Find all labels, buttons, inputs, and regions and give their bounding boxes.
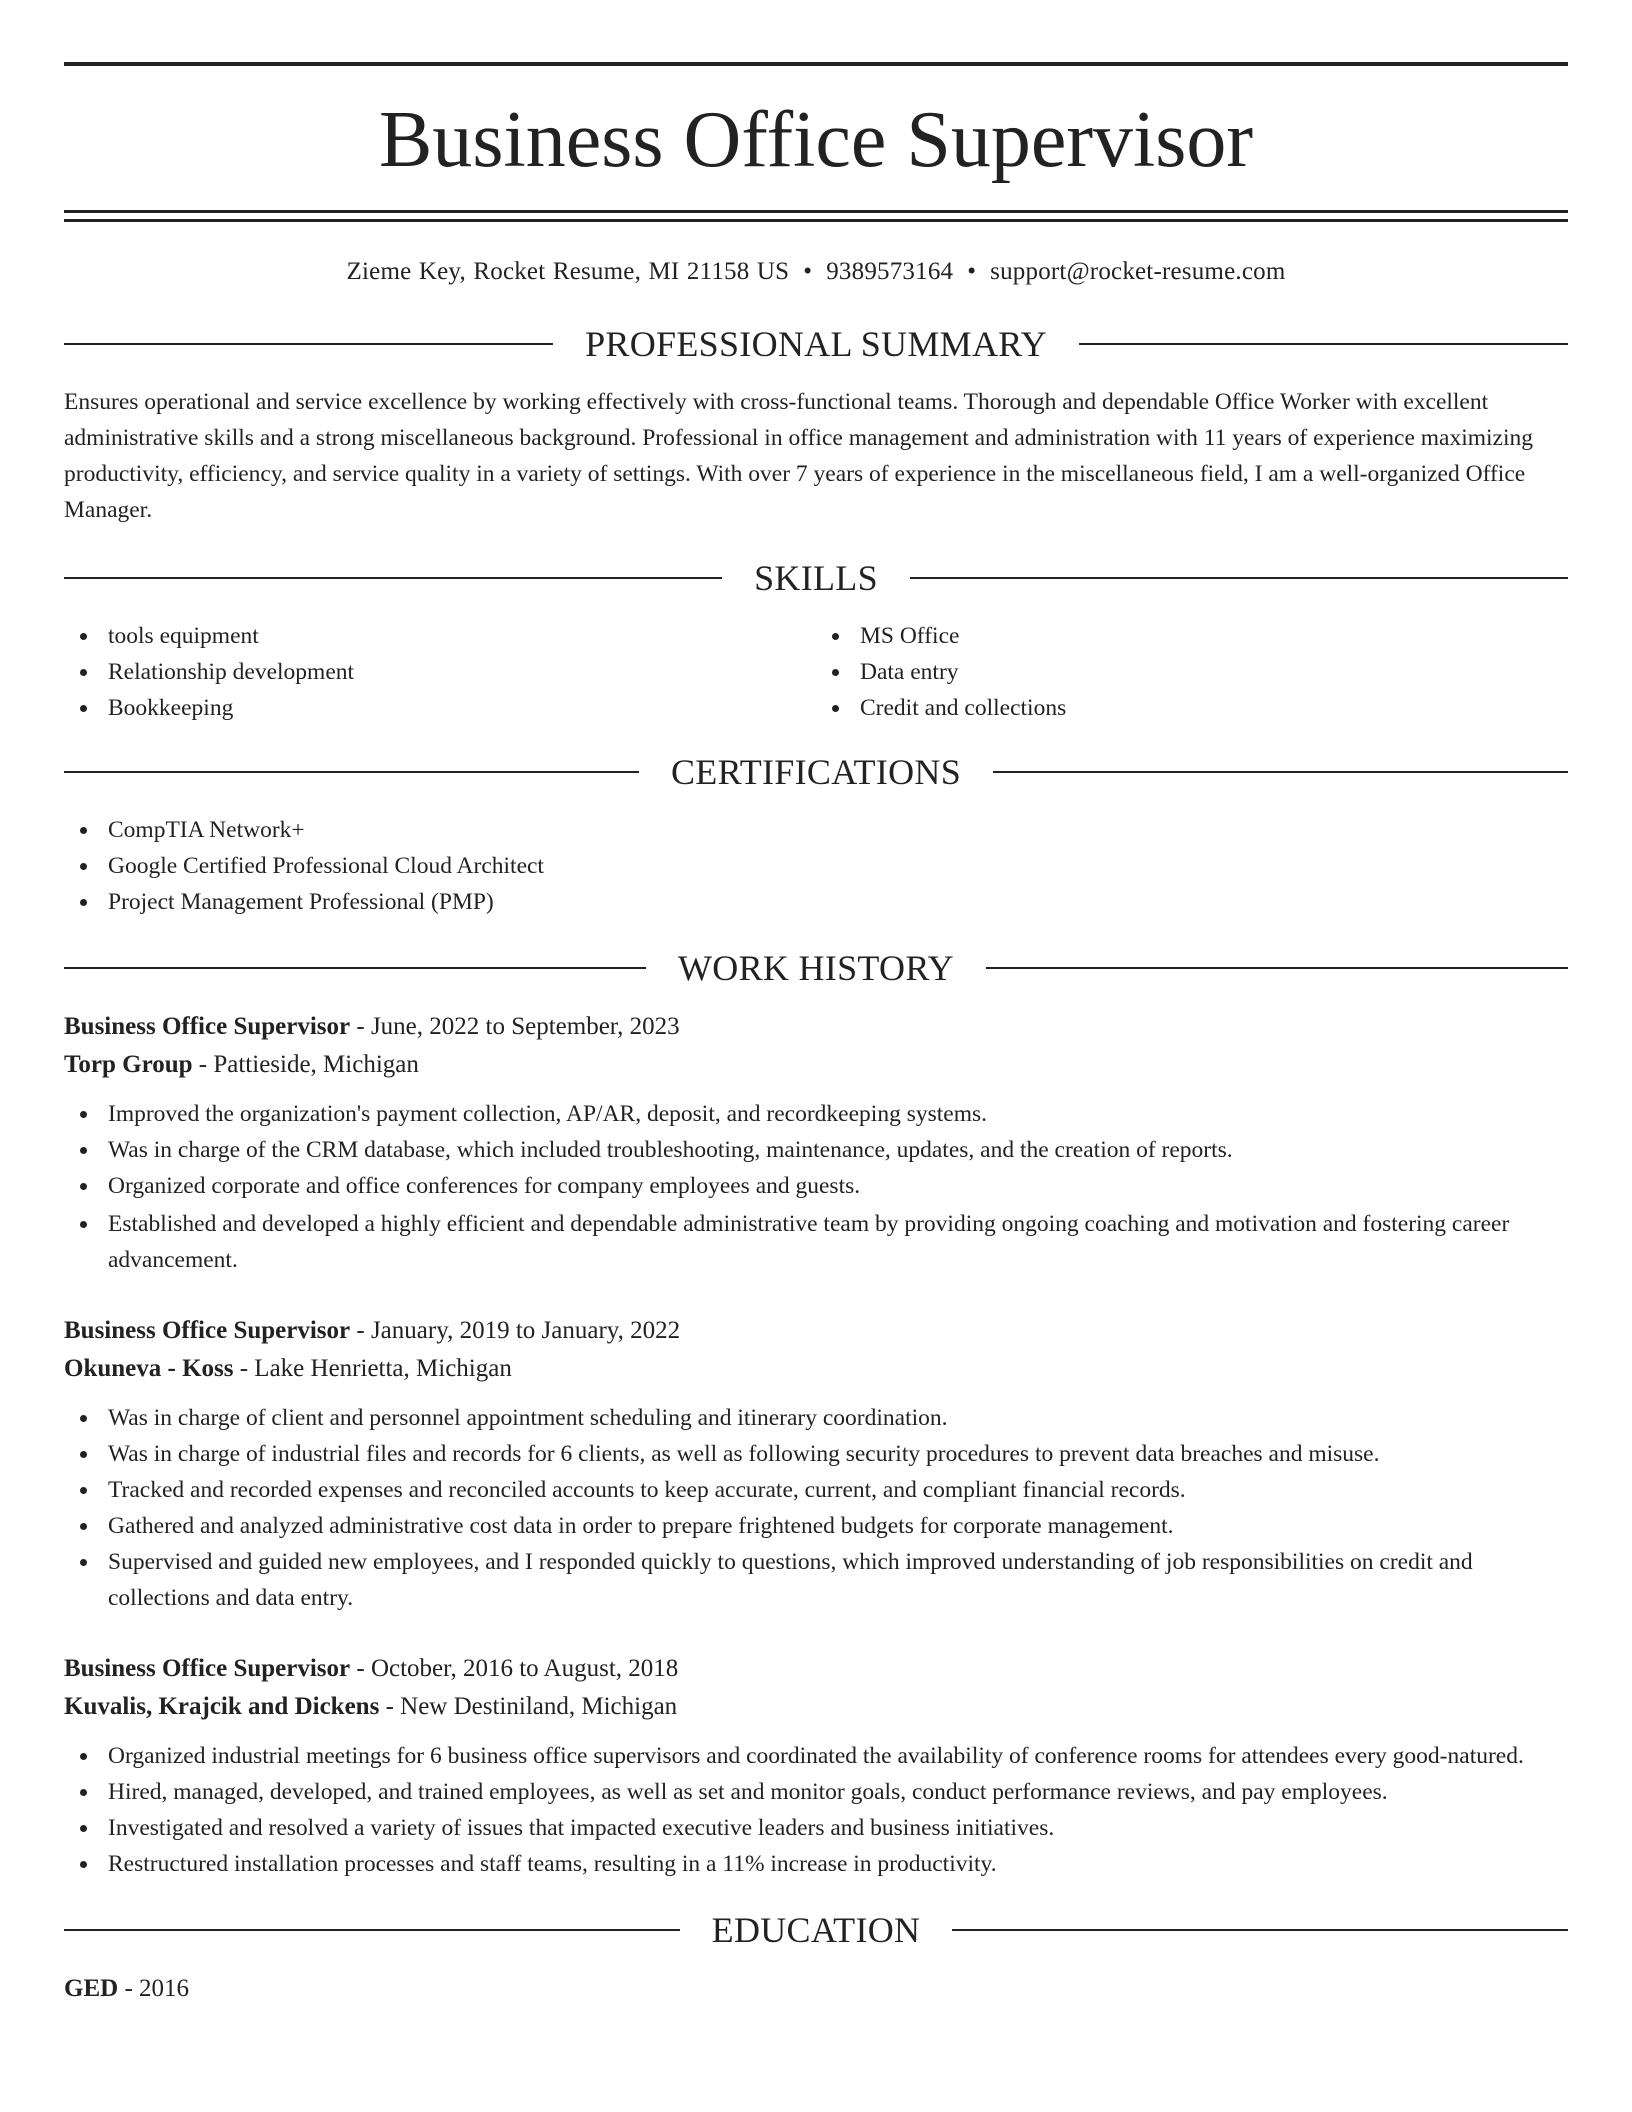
skill-item: Credit and collections	[816, 690, 1568, 726]
job-dates: - June, 2022 to September, 2023	[356, 1013, 680, 1040]
summary-text: Ensures operational and service excellence by working effectively with cross-functional teams. Thorough and dependable Office Worker with excellent administrative skills and a strong miscellaneous background. Professional in office management and administration with 11 years of experience maximizing productivity, efficiency, and service quality in a variety of settings. With over 7 years of experience in the miscellaneous field, I am a well-organized Office Manager.	[64, 389, 1534, 523]
job-entry	[64, 1650, 1568, 1882]
job-dates: - January, 2019 to January, 2022	[356, 1317, 681, 1344]
certification-item: Google Certified Professional Cloud Architect	[64, 848, 1568, 884]
section-rule	[64, 343, 553, 345]
job-location: - Lake Henrietta, Michigan	[239, 1355, 512, 1382]
job-company: Okuneva - Koss	[64, 1355, 234, 1382]
skills-column-left	[64, 618, 816, 726]
job-role: Business Office Supervisor	[64, 1317, 351, 1344]
education-year: - 2016	[124, 1975, 190, 2002]
job-bullet: Was in charge of client and personnel appointment scheduling and itinerary coordination.	[64, 1400, 1568, 1436]
contact-separator: •	[967, 258, 977, 285]
certification-item: CompTIA Network+	[64, 812, 1568, 848]
job-bullet: Was in charge of the CRM database, which included troubleshooting, maintenance, updates, and the creation of reports.	[64, 1132, 1568, 1168]
job-location: - Pattieside, Michigan	[198, 1051, 419, 1078]
certification-item: Project Management Professional (PMP)	[64, 884, 1568, 920]
job-role-line	[64, 1650, 1568, 1688]
job-bullet: Gathered and analyzed administrative cost data in order to prepare frightened budgets for corporate management.	[64, 1508, 1568, 1544]
skill-item: MS Office	[816, 618, 1568, 654]
section-rule	[64, 967, 646, 969]
section-header-certifications	[64, 754, 1568, 790]
top-rule	[64, 62, 1568, 66]
skill-item: Data entry	[816, 654, 1568, 690]
job-bullet: Organized industrial meetings for 6 business office supervisors and coordinated the availability of conference rooms for attendees every good-natured.	[64, 1738, 1568, 1774]
job-bullet: Restructured installation processes and staff teams, resulting in a 11% increase in productivity.	[64, 1846, 1568, 1882]
section-rule	[1079, 343, 1568, 345]
double-rule	[64, 210, 1568, 222]
job-dates: - October, 2016 to August, 2018	[356, 1655, 679, 1682]
job-role-line	[64, 1008, 1568, 1046]
section-rule	[910, 577, 1568, 579]
section-title: SKILLS	[754, 558, 878, 598]
section-rule	[993, 771, 1568, 773]
section-title: EDUCATION	[711, 1910, 921, 1950]
job-company-line	[64, 1350, 1568, 1388]
job-entry	[64, 1008, 1568, 1278]
job-bullet: Improved the organization's payment collection, AP/AR, deposit, and recordkeeping systems.	[64, 1096, 1568, 1132]
section-header-education	[64, 1912, 1568, 1948]
job-entry	[64, 1312, 1568, 1616]
job-bullets	[64, 1738, 1568, 1882]
job-bullet: Investigated and resolved a variety of issues that impacted executive leaders and business initiatives.	[64, 1810, 1568, 1846]
job-company: Torp Group	[64, 1051, 193, 1078]
candidate-title: Business Office Supervisor	[379, 96, 1253, 184]
education-entry	[64, 1970, 1568, 2008]
section-rule	[986, 967, 1568, 969]
skill-item: Relationship development	[64, 654, 816, 690]
job-bullet: Supervised and guided new employees, and I responded quickly to questions, which improved understanding of job responsibilities on credit and collections and data entry.	[64, 1544, 1568, 1616]
section-rule	[64, 577, 722, 579]
job-bullet: Organized corporate and office conferences for company employees and guests.	[64, 1168, 1568, 1204]
job-company-line	[64, 1046, 1568, 1084]
job-bullets	[64, 1096, 1568, 1278]
job-bullet: Established and developed a highly efficient and dependable administrative team by providing ongoing coaching and motivation and fostering career advancement.	[64, 1206, 1568, 1278]
job-bullet: Was in charge of industrial files and records for 6 clients, as well as following security procedures to prevent data breaches and misuse.	[64, 1436, 1568, 1472]
contact-separator: •	[803, 258, 813, 285]
skills-list	[64, 618, 1568, 726]
skill-item: tools equipment	[64, 618, 816, 654]
job-role: Business Office Supervisor	[64, 1013, 351, 1040]
job-role-line	[64, 1312, 1568, 1350]
contact-phone: 9389573164	[826, 258, 954, 285]
section-rule	[64, 771, 639, 773]
section-rule	[64, 1929, 680, 1931]
education-degree: GED	[64, 1975, 119, 2002]
section-title: PROFESSIONAL SUMMARY	[585, 324, 1047, 364]
job-bullet: Tracked and recorded expenses and reconciled accounts to keep accurate, current, and compliant financial records.	[64, 1472, 1568, 1508]
section-title: CERTIFICATIONS	[670, 752, 962, 792]
job-company: Kuvalis, Krajcik and Dickens	[64, 1693, 380, 1720]
job-bullet: Hired, managed, developed, and trained employees, as well as set and monitor goals, conduct performance reviews, and pay employees.	[64, 1774, 1568, 1810]
contact-address: Zieme Key, Rocket Resume, MI 21158 US	[346, 258, 790, 285]
skill-item: Bookkeeping	[64, 690, 816, 726]
contact-line	[64, 258, 1568, 286]
contact-email: support@rocket-resume.com	[990, 258, 1286, 285]
job-bullets	[64, 1400, 1568, 1616]
section-rule	[952, 1929, 1568, 1931]
section-header-skills	[64, 560, 1568, 596]
section-title: WORK HISTORY	[678, 948, 954, 988]
job-company-line	[64, 1688, 1568, 1726]
section-header-summary	[64, 326, 1568, 362]
certifications-list	[64, 812, 1568, 920]
skills-column-right	[816, 618, 1568, 726]
section-header-work-history	[64, 950, 1568, 986]
job-location: - New Destiniland, Michigan	[385, 1693, 678, 1720]
job-role: Business Office Supervisor	[64, 1655, 351, 1682]
